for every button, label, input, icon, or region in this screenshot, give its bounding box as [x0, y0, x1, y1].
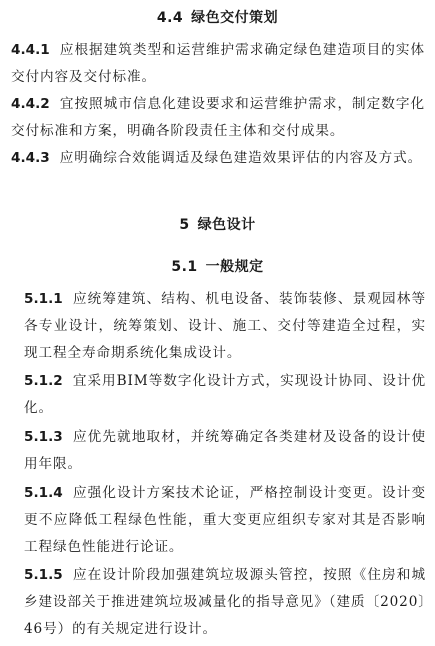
- clause-4-4-1: [11, 37, 425, 91]
- clause-5-1-3: [24, 424, 426, 478]
- clause-text: 应在设计阶段加强建筑垃圾源头管控，按照《住房和城乡建设部关于推进建筑垃圾减量化的指导意见》（建质〔2020〕46号）的有关规定进行设计。: [24, 567, 426, 637]
- clause-text: 应强化设计方案技术论证，严格控制设计变更。设计变更不应降低工程绿色性能，重大变更应组织专家对其是否影响工程绿色性能进行论证。: [24, 485, 426, 555]
- section-heading-4-4: [0, 9, 435, 27]
- clause-text: 宜按照城市信息化建设要求和运营维护需求，制定数字化交付标准和方案，明确各阶段责任主体和交付成果。: [11, 96, 425, 139]
- section-number: 5.1: [171, 259, 198, 275]
- clause-number: 4.4.1: [11, 42, 50, 58]
- clause-5-1-1: [24, 286, 426, 367]
- clause-text: 宜采用BIM等数字化设计方式，实现设计协同、设计优化。: [24, 373, 426, 416]
- clause-number: 5.1.5: [24, 567, 63, 583]
- section-title: 绿色交付策划: [191, 10, 279, 26]
- clause-5-1-4: [24, 480, 426, 561]
- clause-number: 5.1.3: [24, 429, 63, 445]
- clause-number: 5.1.4: [24, 485, 63, 501]
- clause-text: 应明确综合效能调适及绿色建造效果评估的内容及方式。: [59, 150, 423, 166]
- clause-text: 应根据建筑类型和运营维护需求确定绿色建造项目的实体交付内容及交付标准。: [11, 42, 425, 85]
- section-heading-5-1: [0, 258, 435, 276]
- clause-text: 应优先就地取材，并统筹确定各类建材及设备的设计使用年限。: [24, 429, 426, 472]
- clause-number: 4.4.2: [11, 96, 50, 112]
- chapter-number: 5: [179, 217, 190, 233]
- clause-number: 5.1.2: [24, 373, 63, 389]
- clause-number: 5.1.1: [24, 291, 63, 307]
- chapter-heading-5: [0, 216, 435, 234]
- chapter-title: 绿色设计: [197, 217, 256, 233]
- clause-5-1-2: [24, 368, 426, 422]
- clause-text: 应统筹建筑、结构、机电设备、装饰装修、景观园林等各专业设计，统筹策划、设计、施工、交付等建造全过程，实现工程全寿命期系统化集成设计。: [24, 291, 426, 361]
- clause-number: 4.4.3: [11, 150, 50, 166]
- clause-4-4-2: [11, 91, 425, 145]
- section-title: 一般规定: [205, 259, 264, 275]
- section-number: 4.4: [156, 10, 184, 26]
- clause-5-1-5: [24, 562, 426, 643]
- clause-4-4-3: [11, 145, 425, 172]
